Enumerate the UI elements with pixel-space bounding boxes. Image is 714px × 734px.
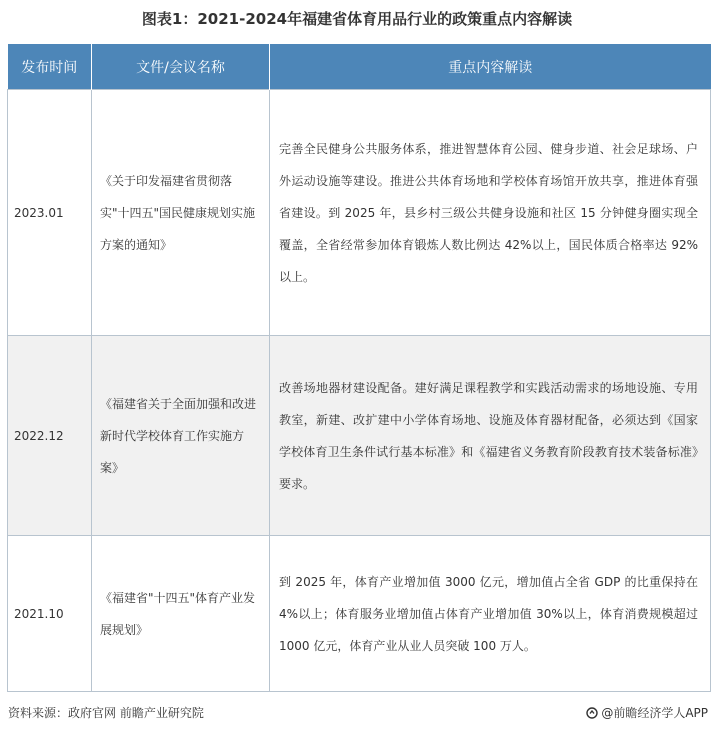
column-header-content: 重点内容解读 [270, 44, 711, 90]
row-date: 2022.12 [8, 336, 92, 536]
brand-credit-text: @前瞻经济学人APP [601, 706, 708, 720]
brand-logo-icon [586, 707, 598, 719]
brand-credit [586, 704, 708, 721]
table-row [8, 336, 711, 536]
row-content: 改善场地器材建设配备。建好满足课程教学和实践活动需求的场地设施、专用教室，新建、改扩建中小学体育场地、设施及体育器材配备，必须达到《国家学校体育卫生条件试行基本标准》和《福建省义务教育阶段教育技术装备标准》要求。 [270, 336, 711, 536]
row-content: 完善全民健身公共服务体系，推进智慧体育公园、健身步道、社会足球场、户外运动设施等建设。推进公共体育场地和学校体育场馆开放共享，推进体育强省建设。到 2025 年，县乡村三级公共健身设施和社区 15 分钟健身圈实现全覆盖，全省经常参加体育锻炼人数比例达 42%以上，国民体质合格率达 92%以上。 [270, 90, 711, 336]
column-header-date: 发布时间 [8, 44, 92, 90]
policy-table [7, 44, 711, 692]
row-document: 《福建省关于全面加强和改进新时代学校体育工作实施方案》 [92, 336, 270, 536]
table-row [8, 90, 711, 336]
row-document: 《福建省"十四五"体育产业发展规划》 [92, 536, 270, 692]
table-row [8, 536, 711, 692]
column-header-document: 文件/会议名称 [92, 44, 270, 90]
source-note: 资料来源：政府官网 前瞻产业研究院 [8, 706, 204, 720]
table-header-row [8, 44, 711, 90]
page-title: 图表1：2021-2024年福建省体育用品行业的政策重点内容解读 [141, 10, 573, 28]
row-document: 《关于印发福建省贯彻落实"十四五"国民健康规划实施方案的通知》 [92, 90, 270, 336]
row-date: 2021.10 [8, 536, 92, 692]
row-content: 到 2025 年，体育产业增加值 3000 亿元，增加值占全省 GDP 的比重保持在 4%以上；体育服务业增加值占体育产业增加值 30%以上，体育消费规模超过 1000 亿元，体育产业从业人员突破 100 万人。 [270, 536, 711, 692]
row-date: 2023.01 [8, 90, 92, 336]
